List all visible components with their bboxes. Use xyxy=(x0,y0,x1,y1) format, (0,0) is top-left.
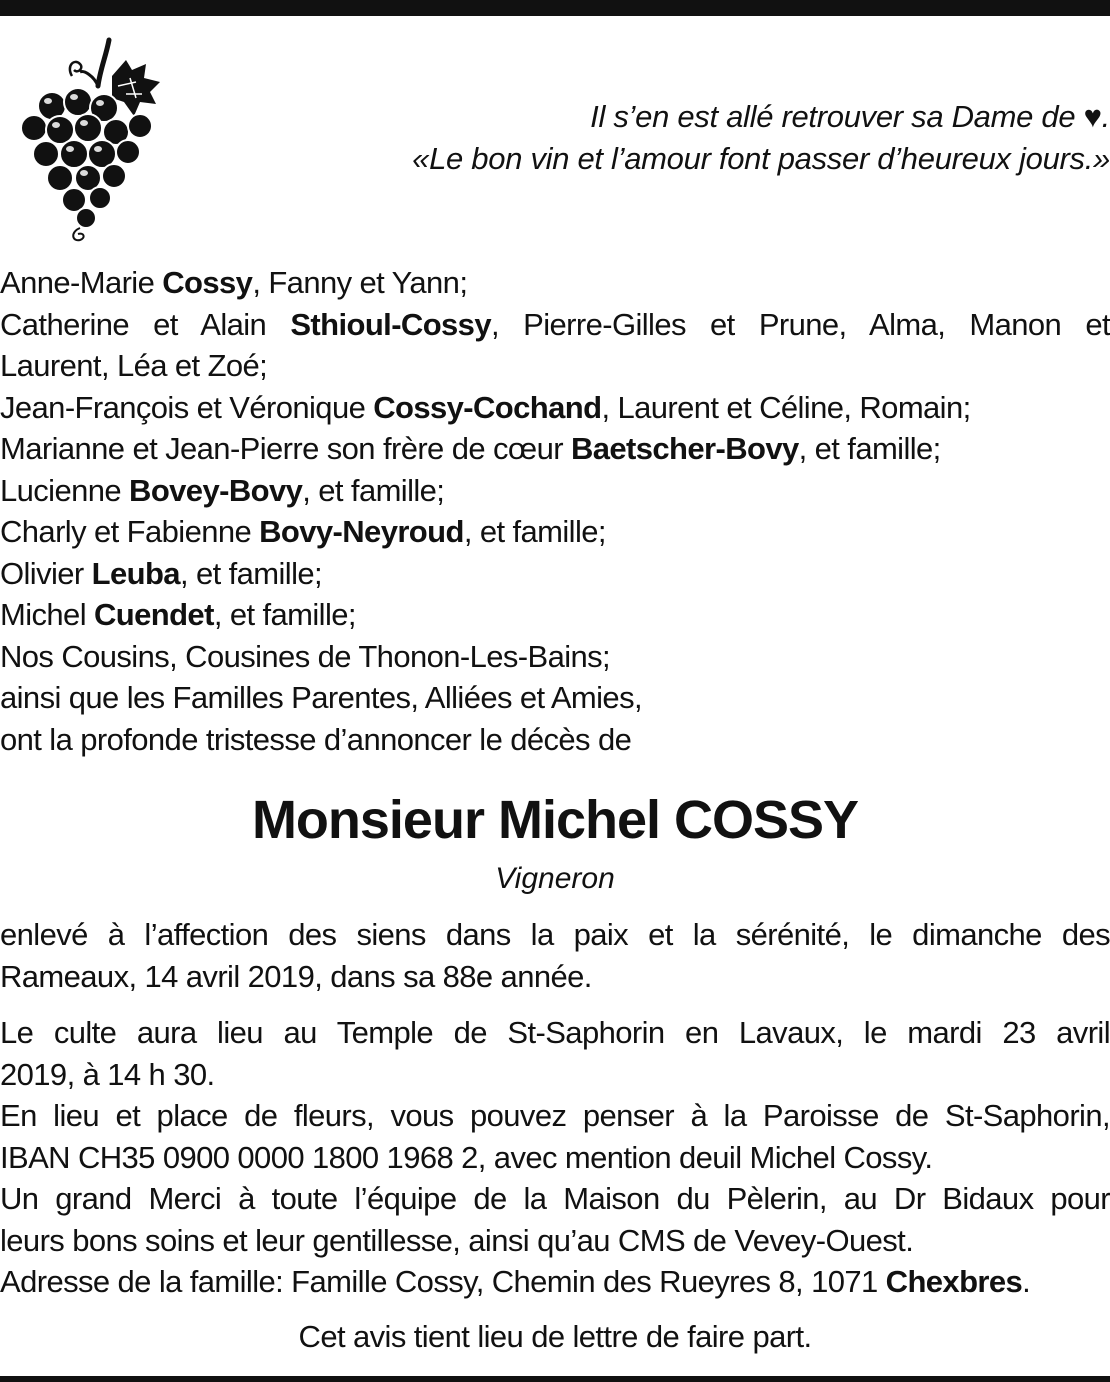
paragraph-line: En lieu et place de fleurs, vous pouvez penser à la Paroisse de St-Saphorin, xyxy=(0,1098,1110,1133)
bottom-border-rule xyxy=(0,1376,1110,1382)
deceased-name: Monsieur Michel COSSY xyxy=(251,790,859,850)
paragraph-line: IBAN CH35 0900 0000 1800 1968 2, avec mention deuil Michel Cossy. xyxy=(0,1139,933,1175)
family-line: Olivier Leuba, et famille; xyxy=(0,555,323,591)
family-line: Catherine et Alain Sthioul-Cossy, Pierre-Gilles et Prune, Alma, Manon et xyxy=(0,306,1110,342)
family-line: Laurent, Léa et Zoé; xyxy=(0,348,268,383)
closing-note: Cet avis tient lieu de lettre de faire part. xyxy=(298,1319,812,1354)
family-list xyxy=(0,262,1110,760)
paragraph-line: Le culte aura lieu au Temple de St-Saphorin en Lavaux, le mardi 23 avril xyxy=(0,1015,1110,1050)
family-line: Lucienne Bovey-Bovy, et famille; xyxy=(0,472,445,508)
grape-cluster-icon xyxy=(14,36,164,246)
service-details-paragraph xyxy=(0,1012,1110,1303)
family-line: Charly et Fabienne Bovy-Neyroud, et famille; xyxy=(0,514,606,549)
deceased-occupation: Vigneron xyxy=(495,862,615,895)
top-border-rule xyxy=(0,0,1110,16)
family-address-line: Adresse de la famille: Famille Cossy, Chemin des Rueyres 8, 1071 Chexbres. xyxy=(0,1264,1031,1299)
paragraph-line: Rameaux, 14 avril 2019, dans sa 88e année. xyxy=(0,958,592,994)
epigraph-line-1: Il s’en est allé retrouver sa Dame de ♥. xyxy=(590,99,1110,134)
family-line: Michel Cuendet, et famille; xyxy=(0,597,356,632)
epigraph-line-2: «Le bon vin et l’amour font passer d’heureux jours.» xyxy=(412,141,1110,176)
family-line: Marianne et Jean-Pierre son frère de cœur Baetscher-Bovy, et famille; xyxy=(0,431,941,466)
paragraph-line: 2019, à 14 h 30. xyxy=(0,1056,215,1092)
family-line: Nos Cousins, Cousines de Thonon-Les-Bains; xyxy=(0,638,611,674)
paragraph-line: enlevé à l’affection des siens dans la paix et la sérénité, le dimanche des xyxy=(0,917,1110,952)
family-line: ainsi que les Familles Parentes, Alliées et Amies, xyxy=(0,680,642,715)
paragraph-line: Un grand Merci à toute l’équipe de la Maison du Pèlerin, au Dr Bidaux pour xyxy=(0,1181,1110,1216)
family-line: ont la profonde tristesse d’annoncer le décès de xyxy=(0,721,632,757)
family-line: Anne-Marie Cossy, Fanny et Yann; xyxy=(0,265,468,300)
family-line: Jean-François et Véronique Cossy-Cochand, Laurent et Céline, Romain; xyxy=(0,389,971,425)
paragraph-line: leurs bons soins et leur gentillesse, ainsi qu’au CMS de Vevey-Ouest. xyxy=(0,1222,914,1258)
epigraph xyxy=(210,96,1110,180)
announcement-paragraph xyxy=(0,914,1110,997)
